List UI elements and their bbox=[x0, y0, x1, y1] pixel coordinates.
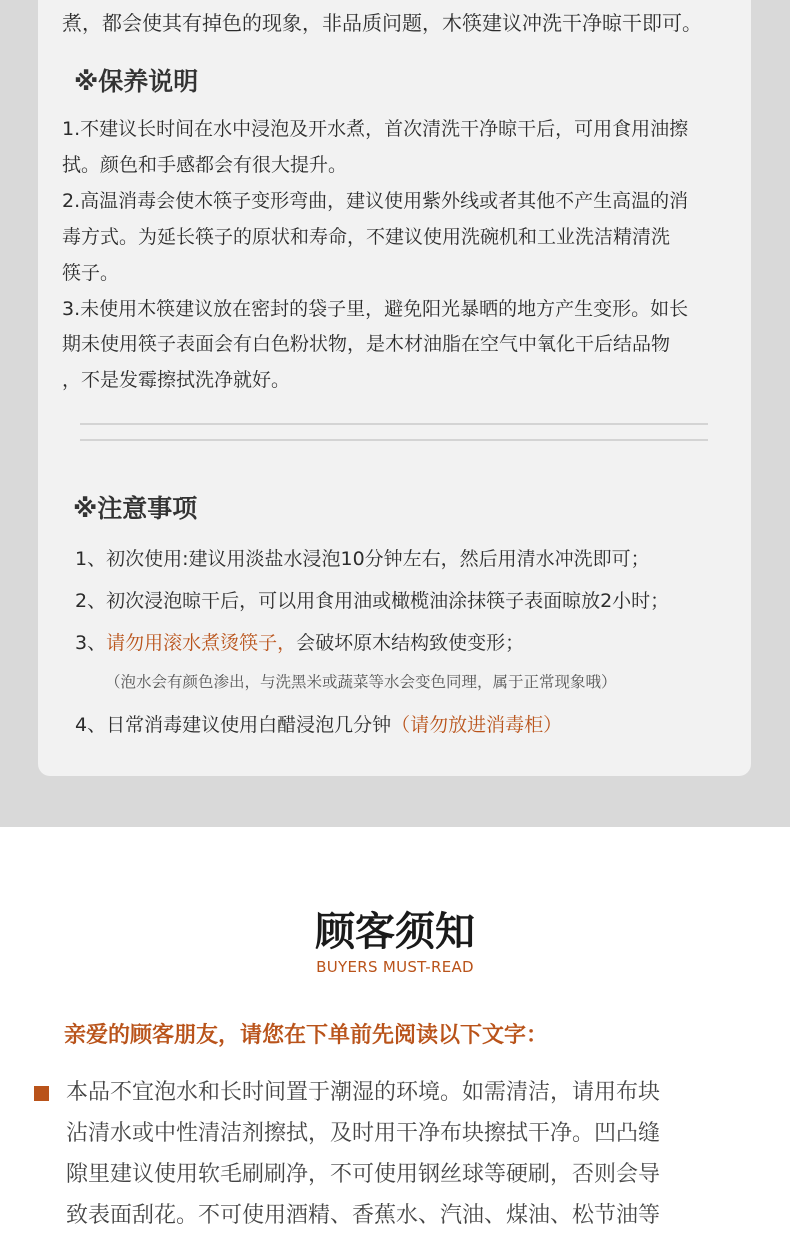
buyers-body-line: 本品不宜泡水和长时间置于潮湿的环境。如需清洁，请用布块 bbox=[66, 1080, 661, 1105]
divider-top bbox=[80, 423, 708, 425]
note-item-2: 2、初次浸泡晾干后，可以用食用油或橄榄油涂抹筷子表面晾放2小时； bbox=[75, 590, 670, 612]
care-line: 毒方式。为延长筷子的原状和寿命，不建议使用洗碗机和工业洗洁精清洗 bbox=[62, 226, 671, 248]
care-line: ，不是发霉擦拭洗净就好。 bbox=[62, 369, 291, 391]
note-item-4 bbox=[75, 710, 562, 740]
note-item-3 bbox=[75, 628, 524, 658]
buyers-body-line: 沾清水或中性清洁剂擦拭，及时用干净布块擦拭干净。凹凸缝 bbox=[66, 1121, 661, 1146]
washing-note-fragment: 煮，都会使其有掉色的现象，非品质问题，木筷建议冲洗干净晾干即可。 bbox=[62, 11, 702, 35]
buyers-body-line: 隙里建议使用软毛刷刷净，不可使用钢丝球等硬刷，否则会导 bbox=[66, 1162, 661, 1187]
note-item-4-warning: （请勿放进消毒柜） bbox=[391, 714, 563, 736]
note-item-1: 1、初次使用:建议用淡盐水浸泡10分钟左右，然后用清水冲洗即可； bbox=[75, 548, 650, 570]
note-item-4-text: 4、日常消毒建议使用白醋浸泡几分钟 bbox=[75, 714, 392, 736]
note-item-3-warning: 请勿用滚水煮烫筷子， bbox=[106, 632, 297, 654]
care-line: 3.未使用木筷建议放在密封的袋子里，避免阳光暴晒的地方产生变形。如长 bbox=[62, 298, 689, 320]
note-item-3-rest: 会破坏原木结构致使变形； bbox=[296, 632, 525, 654]
note-item-3-subnote: （泡水会有颜色渗出，与洗黑米或蔬菜等水会变色同理，属于正常现象哦） bbox=[105, 673, 617, 691]
note-item-3-number: 3、 bbox=[75, 632, 107, 654]
square-bullet-icon bbox=[34, 1086, 49, 1101]
care-title: ※保养说明 bbox=[74, 67, 199, 96]
buyers-body-line: 致表面刮花。不可使用酒精、香蕉水、汽油、煤油、松节油等 bbox=[66, 1203, 661, 1228]
buyers-intro: 亲爱的顾客朋友，请您在下单前先阅读以下文字： bbox=[64, 1023, 549, 1048]
care-line: 筷子。 bbox=[62, 262, 120, 284]
buyers-title: 顾客须知 bbox=[315, 909, 475, 955]
care-line: 期未使用筷子表面会有白色粉状物，是木材油脂在空气中氧化干后结品物 bbox=[62, 333, 671, 355]
care-line: 拭。颜色和手感都会有很大提升。 bbox=[62, 154, 348, 176]
buyers-subtitle: BUYERS MUST-READ bbox=[316, 958, 474, 976]
care-line: 1.不建议长时间在水中浸泡及开水煮，首次清洗干净晾干后，可用食用油擦 bbox=[62, 118, 689, 140]
notes-title: ※注意事项 bbox=[73, 494, 198, 523]
care-line: 2.高温消毒会使木筷子变形弯曲，建议使用紫外线或者其他不产生高温的消 bbox=[62, 190, 689, 212]
divider-bottom bbox=[80, 439, 708, 441]
